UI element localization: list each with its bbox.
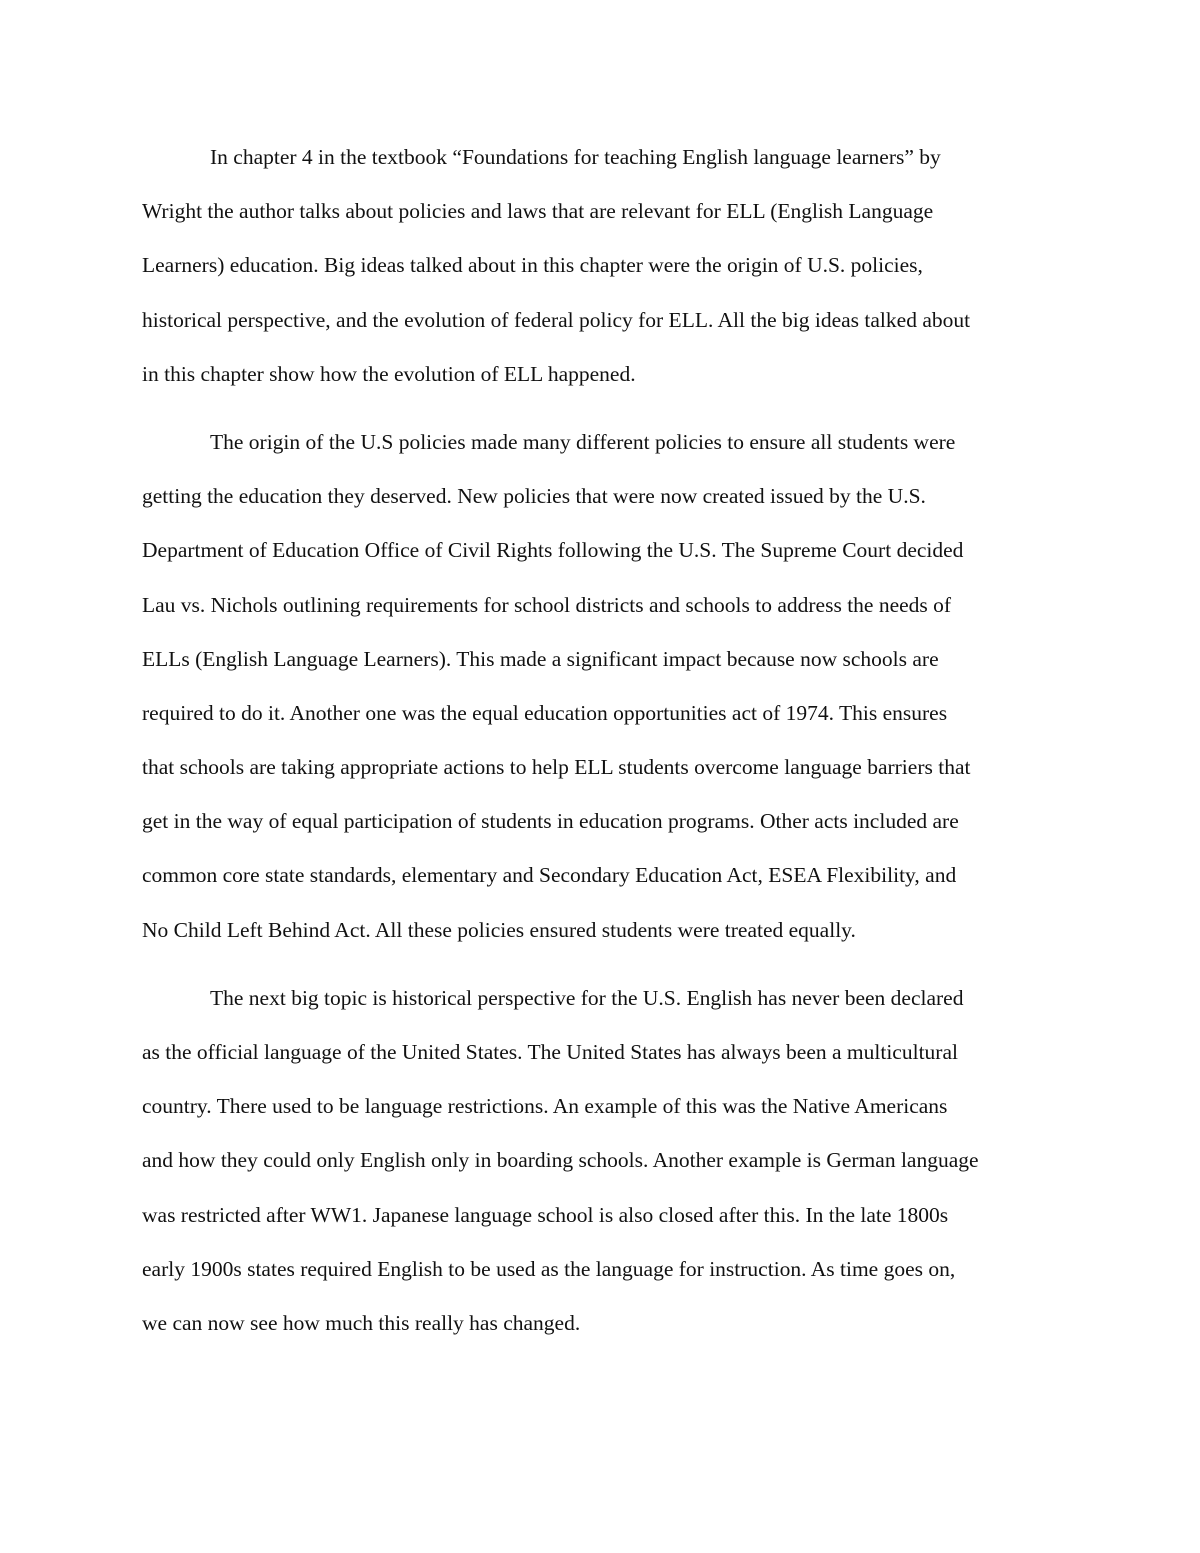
paragraph-line: Wright the author talks about policies and laws that are relevant for ELL (English Language: [142, 199, 934, 224]
paragraph-line: that schools are taking appropriate actions to help ELL students overcome language barriers that: [142, 755, 971, 780]
paragraph-line: early 1900s states required English to be used as the language for instruction. As time goes on,: [142, 1256, 956, 1281]
paragraph-line: as the official language of the United States. The United States has always been a multicultural: [142, 1040, 958, 1064]
paragraph-line: Lau vs. Nichols outlining requirements for school districts and schools to address the needs of: [142, 592, 952, 617]
paragraph-line: in this chapter show how the evolution of ELL happened.: [142, 361, 636, 386]
paragraph-spacer: [142, 401, 1062, 415]
paragraph-line: No Child Left Behind Act. All these policies ensured students were treated equally.: [142, 917, 856, 942]
paragraph-line: getting the education they deserved. New policies that were now created issued by the U.S.: [142, 484, 926, 509]
paragraph-line: The next big topic is historical perspective for the U.S. English has never been declared: [210, 985, 964, 1010]
paragraph-line: was restricted after WW1. Japanese language school is also closed after this. In the late 1800s: [142, 1202, 949, 1227]
paragraph-line: we can now see how much this really has changed.: [142, 1310, 581, 1335]
paragraph-line: The origin of the U.S policies made many different policies to ensure all students were: [210, 429, 956, 454]
paragraph-line: common core state standards, elementary and Secondary Education Act, ESEA Flexibility, and: [142, 863, 957, 888]
paragraph-line: get in the way of equal participation of students in education programs. Other acts included are: [142, 809, 959, 834]
paragraph-line: ELLs (English Language Learners). This made a significant impact because now schools are: [142, 646, 939, 671]
paragraph-3: [142, 971, 1062, 1350]
paragraph-2: [142, 415, 1062, 957]
paragraph-1: [142, 130, 1062, 401]
paragraph-line: Learners) education. Big ideas talked about in this chapter were the origin of U.S. policies,: [142, 253, 923, 278]
paragraph-line: In chapter 4 in the textbook “Foundations for teaching English language learners” by: [210, 145, 941, 169]
paragraph-line: historical perspective, and the evolution of federal policy for ELL. All the big ideas talked about: [142, 307, 971, 332]
document-body: [142, 130, 1062, 1350]
paragraph-line: required to do it. Another one was the equal education opportunities act of 1974. This ensures: [142, 700, 948, 725]
paragraph-line: country. There used to be language restrictions. An example of this was the Native Americans: [142, 1094, 948, 1119]
paragraph-line: Department of Education Office of Civil Rights following the U.S. The Supreme Court decided: [142, 538, 964, 563]
paragraph-line: and how they could only English only in boarding schools. Another example is German language: [142, 1148, 979, 1173]
paragraph-spacer: [142, 957, 1062, 971]
